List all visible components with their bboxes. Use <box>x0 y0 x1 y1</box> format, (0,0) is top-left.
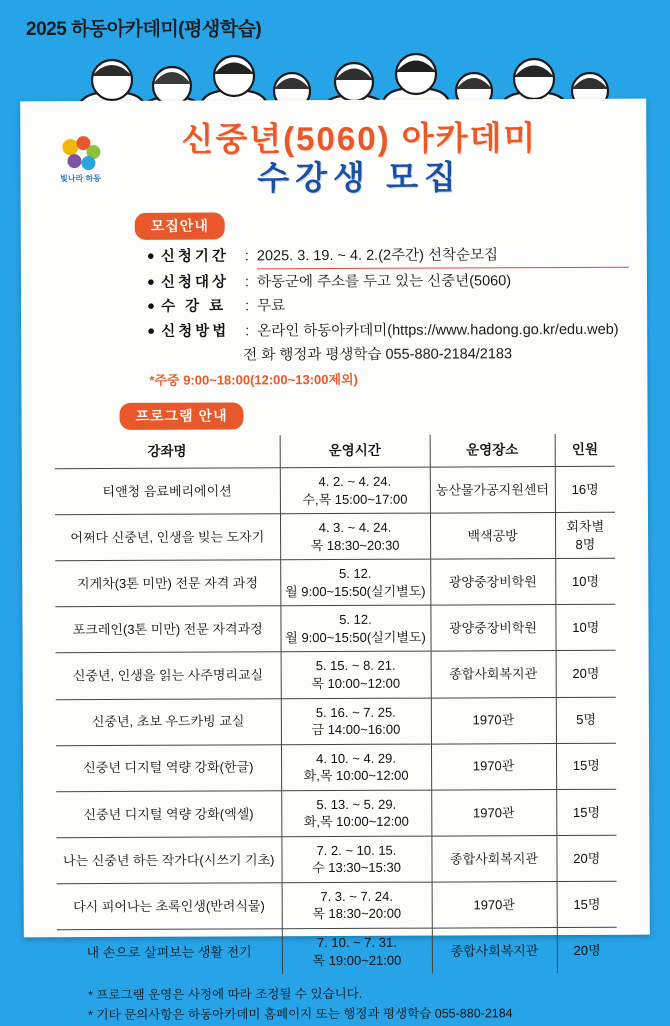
info-separator: : <box>245 298 250 315</box>
list-item <box>147 243 629 270</box>
phone-line: 전 화 행정과 평생학습 055-880-2184/2183 <box>243 346 513 364</box>
cell-place: 종합사회복지관 <box>431 835 556 882</box>
cell-time-hours: 목 19:00~21:00 <box>312 952 402 968</box>
cell-time <box>280 513 430 560</box>
bullet-icon: ● <box>147 322 156 338</box>
cell-time-hours: 수 13:30~15:30 <box>312 860 401 876</box>
cell-place: 광양중장비학원 <box>430 559 555 606</box>
info-separator: : <box>245 323 250 340</box>
table-row <box>56 835 616 884</box>
poster-sheet <box>20 99 650 1023</box>
cell-place: 1970관 <box>431 789 556 836</box>
cell-place: 광양중장비학원 <box>430 605 555 652</box>
cell-time-hours: 목 18:30~20:00 <box>312 906 402 922</box>
bullet-icon: ● <box>146 247 155 263</box>
cell-time-hours: 월 9:00~15:50(실기별도) <box>285 583 426 600</box>
cell-capacity: 20명 <box>556 835 616 881</box>
cell-time-hours: 목 18:30~20:30 <box>310 537 400 553</box>
table-row <box>56 743 616 792</box>
table-row <box>57 881 617 930</box>
cell-time <box>281 790 431 837</box>
recruit-info-list <box>147 243 630 367</box>
cell-time-hours: 화,목 10:00~12:00 <box>303 813 409 830</box>
info-separator: : <box>244 247 249 264</box>
cell-course-name: 내 손으로 살펴보는 생활 전기 <box>57 929 282 976</box>
cell-place: 종합사회복지관 <box>431 651 556 698</box>
cell-course-name: 신중년, 인생을 읽는 사주명리교실 <box>56 652 281 699</box>
cell-time-dates: 5. 12. <box>339 612 372 628</box>
section-recruit-label: 모집안내 <box>135 212 225 239</box>
office-hours-note: *주중 9:00~18:00(12:00~13:00제외) <box>149 371 358 388</box>
cell-time-hours: 수,목 15:00~17:00 <box>302 491 408 507</box>
cell-course-name: 어쩌다 신중년, 인생을 빚는 도자기 <box>55 514 280 561</box>
table-row <box>56 789 616 838</box>
list-item <box>147 319 629 344</box>
list-item <box>147 294 629 319</box>
cell-time-dates: 4. 3. ~ 4. 24. <box>318 519 392 536</box>
cell-time-dates: 5. 13. ~ 5. 29. <box>316 796 397 812</box>
cell-course-name: 지게차(3톤 미만) 전문 자격 과정 <box>55 560 280 607</box>
cell-time <box>281 698 431 745</box>
cell-capacity: 16명 <box>555 466 615 512</box>
table-row <box>55 466 615 515</box>
cell-place: 백색공방 <box>430 513 555 560</box>
footnotes <box>88 983 632 1025</box>
cell-capacity: 회차별 8명 <box>555 512 615 558</box>
cell-time <box>280 467 430 514</box>
info-value: 하동군에 주소를 두고 있는 신중년(5060) <box>256 273 512 291</box>
cell-course-name: 포크레인(3톤 미만) 전문 자격과정 <box>55 606 280 653</box>
cell-capacity: 20명 <box>557 927 617 973</box>
info-label: 신청기간 <box>160 247 229 265</box>
table-header-row <box>55 434 615 469</box>
column-header-time: 운영시간 <box>280 434 430 467</box>
cell-capacity: 15명 <box>556 789 616 835</box>
page-title: 2025 하동아카데미(평생학습) <box>26 19 262 40</box>
column-header-capacity: 인원 <box>555 434 615 467</box>
cell-place: 종합사회복지관 <box>432 928 557 974</box>
poster-title-line1: 신중년(5060) 아카데미 <box>181 119 538 158</box>
cell-time <box>282 928 432 974</box>
cell-time-dates: 5. 12. <box>338 566 372 582</box>
program-table <box>55 434 617 976</box>
cell-course-name: 다시 피어나는 초록인생(반려식물) <box>57 883 282 930</box>
bullet-icon: ● <box>146 273 155 289</box>
cell-time <box>280 605 430 652</box>
section-recruit-header <box>135 210 629 239</box>
table-body <box>55 466 617 975</box>
table-row <box>55 559 615 608</box>
info-separator: : <box>244 274 250 291</box>
cell-place: 농산물가공지원센터 <box>430 467 555 514</box>
footnote-item: * 프로그램 운영은 사정에 따라 조정될 수 있습니다. <box>88 987 363 1003</box>
cell-course-name: 신중년, 초보 우드카빙 교실 <box>56 698 281 745</box>
logo-text: 빛나라 하동 <box>60 173 101 183</box>
cell-time <box>280 559 430 606</box>
cell-time-hours: 금 14:00~16:00 <box>311 721 401 738</box>
info-value: 무료 <box>257 298 286 315</box>
cell-place: 1970관 <box>432 881 557 928</box>
table-row <box>55 605 615 654</box>
cell-time-hours: 월 9:00~15:50(실기별도) <box>285 629 426 646</box>
section-program-header <box>119 401 629 430</box>
cell-time-dates: 4. 10. ~ 4. 29. <box>316 750 397 766</box>
cell-capacity: 10명 <box>555 605 615 651</box>
table-row <box>55 512 615 561</box>
cell-time-dates: 7. 10. ~ 7. 31. <box>316 934 397 951</box>
column-header-place: 운영장소 <box>430 434 555 467</box>
cell-time-dates: 7. 3. ~ 7. 24. <box>320 888 393 905</box>
info-value: 2025. 3. 19. ~ 4. 2.(2주간) 선착순모집 <box>257 243 629 269</box>
cell-capacity: 5명 <box>556 697 616 743</box>
list-item <box>147 270 629 295</box>
cell-capacity: 15명 <box>556 743 616 789</box>
cell-time-hours: 목 10:00~12:00 <box>311 675 401 692</box>
info-value: 온라인 하동아카데미(https://www.hadong.go.kr/edu.web) <box>257 321 619 340</box>
cell-time-dates: 5. 16. ~ 7. 25. <box>315 704 396 720</box>
cell-place: 1970관 <box>431 743 556 790</box>
cell-course-name: 나는 신중년 하든 작가다(시쓰기 기초) <box>56 837 281 884</box>
section-program-label: 프로그램 안내 <box>119 402 243 430</box>
info-label: 신청대상 <box>160 274 230 291</box>
hadong-logo-icon <box>50 134 110 186</box>
cell-time-dates: 4. 2. ~ 4. 24. <box>318 473 392 490</box>
table-row <box>56 651 616 700</box>
table-row <box>56 697 616 746</box>
column-header-name: 강좌명 <box>55 435 280 469</box>
table-row <box>57 927 617 975</box>
info-label: 신청방법 <box>161 323 230 340</box>
title-block <box>38 119 628 199</box>
cell-course-name: 티앤청 음료베리에이션 <box>55 468 280 515</box>
cell-time <box>281 744 431 791</box>
info-label: 수 강 료 <box>161 298 227 316</box>
cell-place: 1970관 <box>431 697 556 744</box>
cell-capacity: 10명 <box>555 559 615 605</box>
cell-capacity: 20명 <box>556 651 616 697</box>
bullet-icon: ● <box>147 298 155 314</box>
cell-time-hours: 화,목 10:00~12:00 <box>303 767 409 784</box>
cell-time-dates: 7. 2. ~ 10. 15. <box>316 842 397 858</box>
cell-course-name: 신중년 디지털 역량 강화(엑셀) <box>56 790 281 837</box>
cell-capacity: 15명 <box>557 881 617 927</box>
cell-time <box>281 652 431 699</box>
cell-time <box>282 882 432 929</box>
cell-time <box>281 836 431 883</box>
poster-title-line2: 수강생 모집 <box>257 158 462 197</box>
cell-time-dates: 5. 15. ~ 8. 21. <box>315 658 396 674</box>
cell-course-name: 신중년 디지털 역량 강화(한글) <box>56 744 281 791</box>
footnote-item: * 기타 문의사항은 하동아카데미 홈페이지 또는 행정과 평생학습 055-880-2184 <box>88 1006 513 1023</box>
